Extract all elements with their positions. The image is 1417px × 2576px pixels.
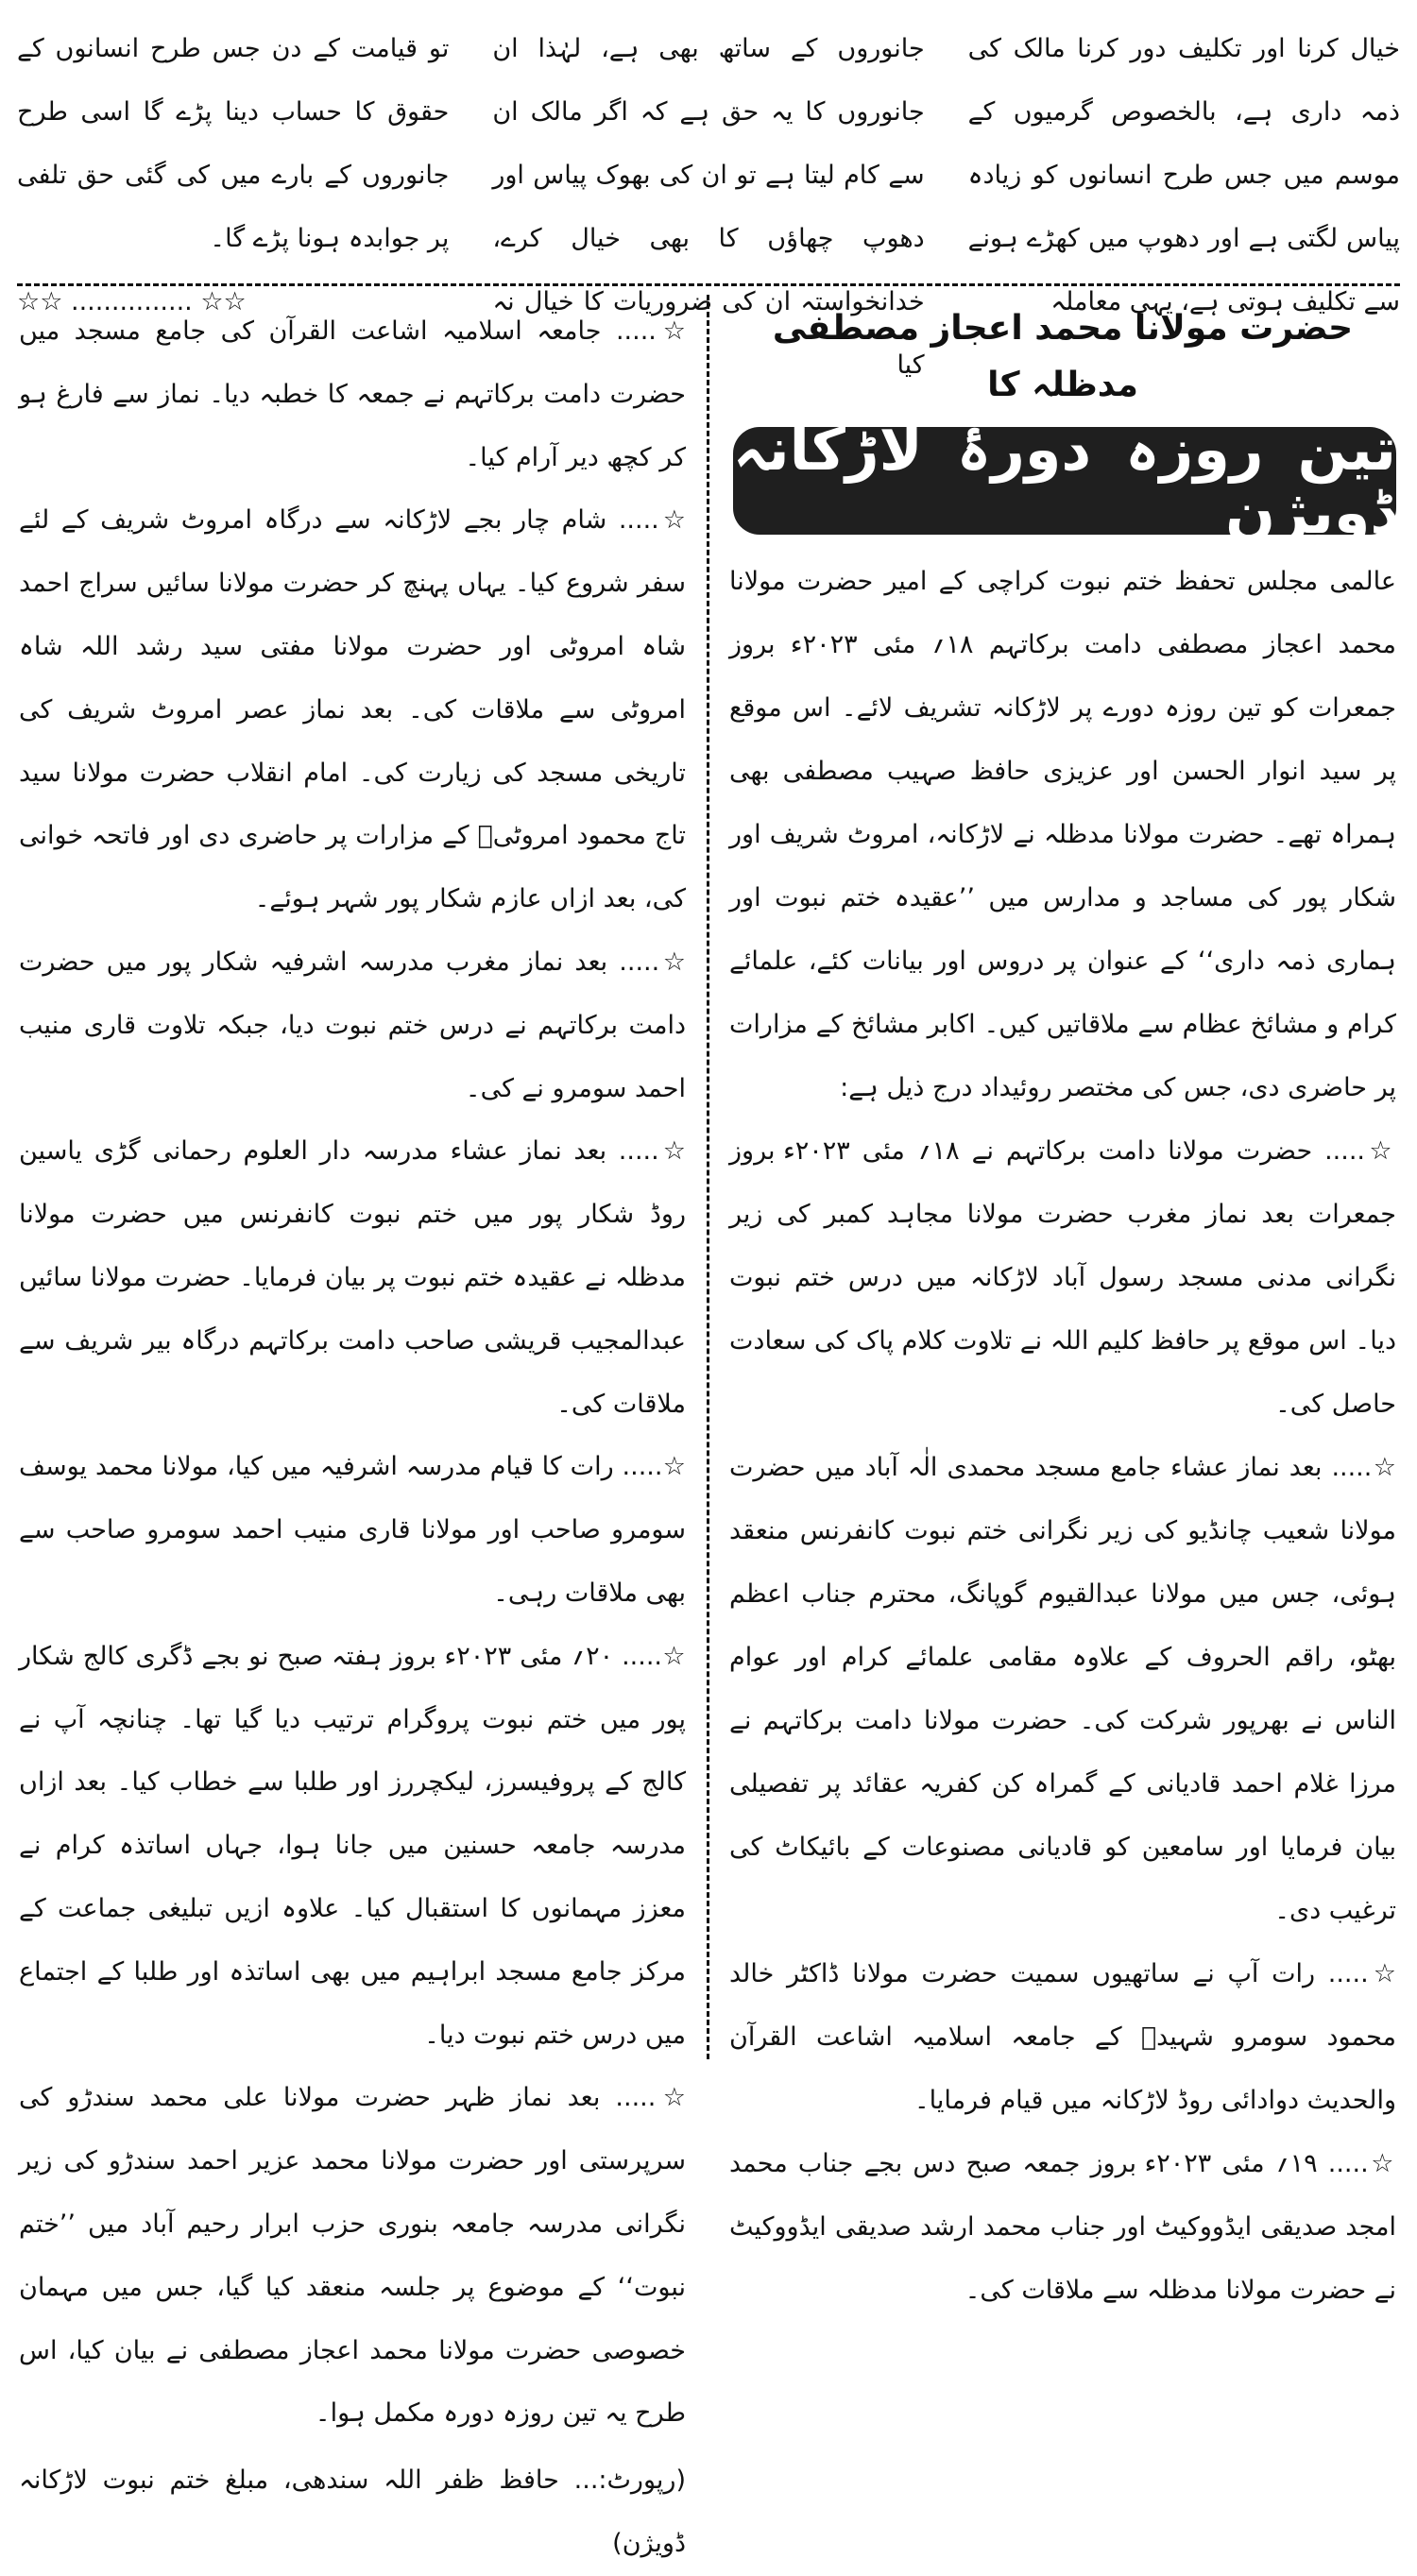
report-credit: (رپورٹ:... حافظ ظفر اللہ سندھی، مبلغ ختم نبوت لاڑکانہ ڈویژن) bbox=[19, 2465, 686, 2558]
article-paragraph: ☆..... حضرت مولانا دامت برکاتہم نے ۱۸؍ مئی ۲۰۲۳ء بروز جمعرات بعد نماز مغرب حضرت مولانا مجاہد کمبر کی زیر نگرانی مدنی مسجد رسول آباد لاڑکانہ میں درس ختم نبوت دیا۔ اس موقع پر حافظ کلیم اللہ نے تلاوت کلام پاک کی سعادت حاصل کی۔ bbox=[729, 1136, 1396, 1419]
article-paragraph: ☆..... بعد نماز مغرب مدرسہ اشرفیہ شکار پور میں حضرت دامت برکاتہم نے درس ختم نبوت دیا، جبکہ تلاوت قاری منیب احمد سومرو نے کی۔ bbox=[19, 947, 686, 1103]
article-paragraph: ☆..... رات کا قیام مدرسہ اشرفیہ میں کیا، مولانا محمد یوسف سومرو صاحب اور مولانا قاری منیب احمد سومرو صاحب سے بھی ملاقات رہی۔ bbox=[19, 1452, 686, 1608]
column-divider bbox=[707, 295, 709, 2059]
top-column-middle bbox=[492, 17, 925, 380]
section-end-mark: ☆☆ ............... ☆☆ bbox=[17, 287, 247, 316]
column-text: جانوروں کے ساتھ بھی ہے، لہٰذا ان جانوروں کا یہ حق ہے کہ اگر مالک ان سے کام لیتا ہے تو ان کی بھوک پیاس اور دھوپ چھاؤں کا بھی خیال کرے، خدانخواستہ ان کی ضروریات کا خیال نہ کیا bbox=[492, 34, 925, 380]
article-paragraph: ☆..... جامعہ اسلامیہ اشاعت القرآن کی جامع مسجد میں حضرت دامت برکاتہم نے جمعہ کا خطبہ دیا۔ نماز سے فارغ ہو کر کچھ دیر آرام کیا۔ bbox=[19, 316, 686, 472]
article-column-right bbox=[729, 300, 1396, 2322]
article-paragraph: ☆..... رات آپ نے ساتھیوں سمیت حضرت مولانا ڈاکٹر خالد محمود سومرو شہیدؒ کے جامعہ اسلامیہ اشاعت القرآن والحدیث دوادائی روڈ لاڑکانہ میں قیام فرمایا۔ bbox=[729, 1959, 1396, 2115]
article-kicker: حضرت مولانا محمد اعجاز مصطفی مدظلہ کا bbox=[772, 309, 1354, 404]
top-column-left bbox=[17, 17, 450, 316]
article-paragraph: ☆..... بعد نماز عشاء جامع مسجد محمدی الٰہ آباد میں حضرت مولانا شعیب چانڈیو کی زیر نگرانی ختم نبوت کانفرنس منعقد ہوئی، جس میں مولانا عبدالقیوم گوپانگ، محترم جناب اعظم بھٹو، راقم الحروف کے علاوہ مقامی علمائے کرام اور عوام الناس نے بھرپور شرکت کی۔ حضرت مولانا دامت برکاتہم نے مرزا غلام احمد قادیانی کے گمراہ کن کفریہ عقائد پر تفصیلی بیان فرمایا اور سامعین کو قادیانی مصنوعات کے بائیکاٹ کی ترغیب دی۔ bbox=[729, 1453, 1396, 1925]
column-text: تو قیامت کے دن جس طرح انسانوں کے حقوق کا حساب دینا پڑے گا اسی طرح جانوروں کے بارے میں کی گئی حق تلفی پر جوابدہ ہونا پڑے گا۔ bbox=[17, 34, 450, 253]
top-column-right bbox=[967, 17, 1400, 316]
article-paragraph: ☆..... شام چار بجے لاڑکانہ سے درگاہ امروٹ شریف کے لئے سفر شروع کیا۔ یہاں پہنچ کر حضرت مولانا سائیں سراج احمد شاہ امروٹی اور حضرت مولانا مفتی سید رشد اللہ شاہ امروٹی سے ملاقات کی۔ بعد نماز عصر امروٹ شریف کی تاریخی مسجد کی زیارت کی۔ امام انقلاب حضرت مولانا سید تاج محمود امروٹیؒ کے مزارات پر حاضری دی اور فاتحہ خوانی کی، بعد ازاں عازم شکار پور شہر ہوئے۔ bbox=[19, 505, 686, 914]
article-paragraph: ☆..... بعد نماز عشاء مدرسہ دار العلوم رحمانی گڑی یاسین روڈ شکار پور میں ختم نبوت کانفرنس میں حضرت مولانا مدظلہ نے عقیدہ ختم نبوت پر بیان فرمایا۔ حضرت مولانا سائیں عبدالمجیب قریشی صاحب دامت برکاتہم درگاہ بیر شریف سے ملاقات کی۔ bbox=[19, 1136, 686, 1419]
article-paragraph: ☆..... بعد نماز ظہر حضرت مولانا علی محمد سندڑو کی سرپرستی اور حضرت مولانا محمد عزیر احمد سندڑو کی زیر نگرانی مدرسہ جامعہ بنوری حزب ابرار رحیم آباد میں ’’ختم نبوت‘‘ کے موضوع پر جلسہ منعقد کیا گیا، جس میں مہمان خصوصی حضرت مولانا محمد اعجاز مصطفی نے بیان کیا، اس طرح یہ تین روزہ دورہ مکمل ہوا۔ bbox=[19, 2083, 686, 2429]
article-paragraph: عالمی مجلس تحفظ ختم نبوت کراچی کے امیر حضرت مولانا محمد اعجاز مصطفی دامت برکاتہم ۱۸؍ مئی ۲۰۲۳ء بروز جمعرات کو تین روزہ دورے پر لاڑکانہ تشریف لائے۔ اس موقع پر سید انوار الحسن اور عزیزی حافظ صہیب مصطفی بھی ہمراہ تھے۔ حضرت مولانا مدظلہ نے لاڑکانہ، امروٹ شریف اور شکار پور کی مساجد و مدارس میں ’’عقیدہ ختم نبوت اور ہماری ذمہ داری‘‘ کے عنوان پر دروس اور بیانات کئے، علمائے کرام و مشائخ عظام سے ملاقاتیں کیں۔ اکابر مشائخ کے مزارات پر حاضری دی، جس کی مختصر روئیداد درج ذیل ہے: bbox=[729, 567, 1396, 1102]
horizontal-divider bbox=[17, 283, 1400, 286]
article-paragraph: ☆..... ۱۹؍ مئی ۲۰۲۳ء بروز جمعہ صبح دس بجے جناب محمد امجد صدیقی ایڈووکیٹ اور جناب محمد ارشد صدیقی ایڈووکیٹ نے حضرت مولانا مدظلہ سے ملاقات کی۔ bbox=[729, 2149, 1397, 2305]
article-headline: تین روزہ دورۂ لاڑکانہ ڈویژن bbox=[733, 415, 1396, 547]
article-paragraph: ☆..... ۲۰؍ مئی ۲۰۲۳ء بروز ہفتہ صبح نو بجے ڈگری کالج شکار پور میں ختم نبوت پروگرام ترتیب دیا گیا تھا۔ چنانچہ آپ نے کالج کے پروفیسرز، لیکچررز اور طلبا سے خطاب کیا۔ بعد ازاں مدرسہ جامعہ حسنین میں جانا ہوا، جہاں اساتذہ کرام نے معزز مہمانوں کا استقبال کیا۔ علاوہ ازیں تبلیغی جماعت کے مرکز جامع مسجد ابراہیم میں بھی اساتذہ اور طلبا کے اجتماع میں درس ختم نبوت دیا۔ bbox=[19, 1641, 686, 2050]
article-column-left bbox=[19, 300, 686, 2576]
column-text: خیال کرنا اور تکلیف دور کرنا مالک کی ذمہ داری ہے، بالخصوص گرمیوں کے موسم میں جس طرح انسانوں کو زیادہ پیاس لگتی ہے اور دھوپ میں کھڑے ہونے سے تکلیف ہوتی ہے، یہی معاملہ bbox=[967, 34, 1400, 316]
